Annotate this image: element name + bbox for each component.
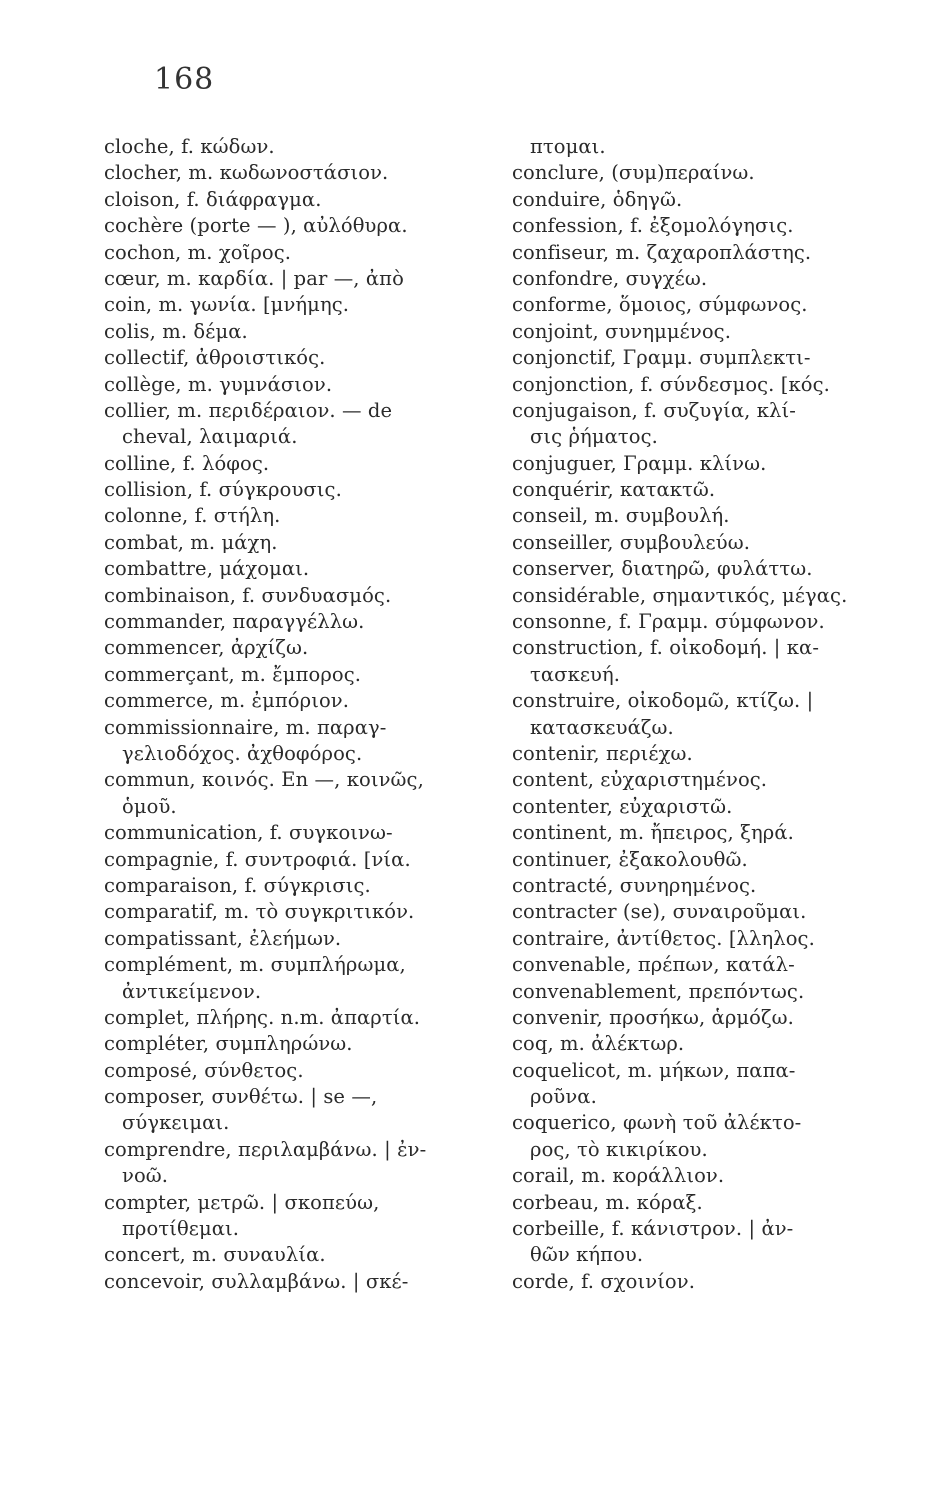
dictionary-entry-line: commerçant, m. ἔμπορος. bbox=[104, 662, 362, 686]
dictionary-entry-line: contraire, ἀντίθετος. [λληλος. bbox=[512, 926, 815, 950]
dictionary-entry-line: corbeille, f. κάνιστρον. | ἀν- bbox=[512, 1217, 794, 1241]
dictionary-entry-line: clocher, m. κωδωνοστάσιον. bbox=[104, 161, 389, 185]
dictionary-entry-line: conseiller, συμβουλεύω. bbox=[512, 530, 751, 554]
entry-continuation-line: ἀντικείμενον. bbox=[122, 979, 262, 1003]
entry-continuation-line: γελιοδόχος. ἀχθοφόρος. bbox=[122, 741, 363, 765]
dictionary-entry-line: conjoint, συνημμένος. bbox=[512, 319, 731, 343]
dictionary-entry-line: collectif, ἀθροιστικός. bbox=[104, 346, 326, 370]
dictionary-entry-line: conjugaison, f. συζυγία, κλί- bbox=[512, 398, 796, 422]
dictionary-entry-line: continent, m. ἤπειρος, ξηρά. bbox=[512, 821, 794, 845]
dictionary-entry-line: commun, κοινός. En —, κοινῶς, bbox=[104, 768, 424, 792]
dictionary-entry-line: commander, παραγγέλλω. bbox=[104, 610, 365, 634]
dictionary-entry-line: contenir, περιέχω. bbox=[512, 741, 693, 765]
entry-continuation-line: πτομαι. bbox=[530, 135, 606, 158]
dictionary-entry-line: cloison, f. διάφραγμα. bbox=[104, 187, 322, 211]
dictionary-entry-line: corbeau, m. κόραξ. bbox=[512, 1190, 703, 1214]
dictionary-entry-line: combattre, μάχομαι. bbox=[104, 557, 310, 581]
dictionary-entry-line: conquérir, κατακτῶ. bbox=[512, 478, 716, 502]
page-number: 168 bbox=[154, 62, 215, 97]
dictionary-entry-line: commencer, ἀρχίζω. bbox=[104, 636, 309, 660]
dictionary-entry-line: cœur, m. καρδία. | par —, ἀπὸ bbox=[104, 266, 404, 290]
dictionary-entry-line: considérable, σημαντικός, μέγας. bbox=[512, 583, 848, 607]
dictionary-entry-line: combat, m. μάχη. bbox=[104, 530, 278, 554]
dictionary-entry-line: corde, f. σχοινίον. bbox=[512, 1269, 696, 1293]
dictionary-entry-line: complément, m. συμπλήρωμα, bbox=[104, 953, 406, 977]
dictionary-entry-line: convenablement, πρεπόντως. bbox=[512, 979, 805, 1003]
entry-continuation-line: ροῦνα. bbox=[530, 1085, 597, 1109]
entry-continuation-line: ρος, τὸ κικιρίκου. bbox=[530, 1137, 708, 1161]
dictionary-entry-line: commissionnaire, m. παραγ- bbox=[104, 715, 387, 739]
dictionary-entry-line: compatissant, ἐλεήμων. bbox=[104, 926, 342, 950]
dictionary-entry-line: colline, f. λόφος. bbox=[104, 451, 270, 475]
dictionary-entry-line: confession, f. ἐξομολόγησις. bbox=[512, 214, 794, 238]
dictionary-entry-line: confondre, συγχέω. bbox=[512, 266, 708, 290]
dictionary-entry-line: content, εὐχαριστημένος. bbox=[512, 768, 768, 792]
dictionary-entry-line: coq, m. ἀλέκτωρ. bbox=[512, 1032, 685, 1056]
dictionary-entry-line: compagnie, f. συντροφιά. [νία. bbox=[104, 847, 411, 871]
dictionary-entry-line: conserver, διατηρῶ, φυλάττω. bbox=[512, 557, 813, 581]
dictionary-entry-line: conforme, ὅμοιος, σύμφωνος. bbox=[512, 293, 808, 317]
dictionary-entry-line: collision, f. σύγκρουσις. bbox=[104, 478, 342, 502]
dictionary-entry-line: conduire, ὁδηγῶ. bbox=[512, 187, 683, 211]
dictionary-entry-line: conjonctif, Γραμμ. συμπλεκτι- bbox=[512, 346, 811, 370]
entry-continuation-line: τασκευή. bbox=[530, 662, 621, 686]
entry-continuation-line: σις ῥήματος. bbox=[530, 425, 658, 449]
dictionary-entry-line: coquelicot, m. μήκων, παπα- bbox=[512, 1058, 796, 1082]
dictionary-entry-line: construire, οἰκοδομῶ, κτίζω. | bbox=[512, 689, 814, 713]
dictionary-entry-line: confiseur, m. ζαχαροπλάστης. bbox=[512, 240, 812, 264]
entry-continuation-line: κατασκευάζω. bbox=[530, 715, 674, 739]
dictionary-entry-line: cochon, m. χοῖρος. bbox=[104, 240, 292, 264]
entry-continuation-line: ὁμοῦ. bbox=[122, 794, 177, 818]
dictionary-entry-line: comparatif, m. τὸ συγκριτικόν. bbox=[104, 900, 415, 924]
dictionary-entry-line: coquerico, φωνὴ τοῦ ἀλέκτο- bbox=[512, 1111, 802, 1135]
dictionary-entry-line: cloche, f. κώδων. bbox=[104, 135, 275, 158]
entry-continuation-line: νοῶ. bbox=[122, 1164, 169, 1188]
dictionary-entry-line: contenter, εὐχαριστῶ. bbox=[512, 794, 733, 818]
dictionary-entry-line: collier, m. περιδέραιον. — de bbox=[104, 398, 393, 422]
entry-continuation-line: σύγκειμαι. bbox=[122, 1111, 230, 1135]
dictionary-entry-line: composé, σύνθετος. bbox=[104, 1058, 304, 1082]
right-column bbox=[512, 134, 904, 1295]
dictionary-entry-line: convenable, πρέπων, κατάλ- bbox=[512, 953, 795, 977]
dictionary-entry-line: comparaison, f. σύγκρισις. bbox=[104, 873, 371, 897]
dictionary-entry-line: contracter (se), συναιροῦμαι. bbox=[512, 900, 807, 924]
dictionary-entry-line: compléter, συμπληρώνω. bbox=[104, 1032, 353, 1056]
dictionary-entry-line: combinaison, f. συνδυασμός. bbox=[104, 583, 392, 607]
dictionary-entry-line: collège, m. γυμνάσιον. bbox=[104, 372, 333, 396]
dictionary-entry-line: concevoir, συλλαμβάνω. | σκέ- bbox=[104, 1269, 409, 1293]
dictionary-entry-line: composer, συνθέτω. | se —, bbox=[104, 1085, 378, 1109]
dictionary-entry-line: conseil, m. συμβουλή. bbox=[512, 504, 730, 528]
left-column bbox=[104, 134, 490, 1295]
dictionary-entry-line: cochère (porte — ), αὐλόθυρα. bbox=[104, 214, 408, 238]
dictionary-entry-line: consonne, f. Γραμμ. σύμφωνον. bbox=[512, 610, 825, 634]
dictionary-entry-line: convenir, προσήκω, ἁρμόζω. bbox=[512, 1005, 794, 1029]
dictionary-entry-line: contracté, συνηρημένος. bbox=[512, 873, 757, 897]
dictionary-entry-line: construction, f. οἰκοδομή. | κα- bbox=[512, 636, 820, 660]
dictionary-entry-line: continuer, ἐξακολουθῶ. bbox=[512, 847, 748, 871]
dictionary-entry-line: conjonction, f. σύνδεσμος. [κός. bbox=[512, 372, 830, 396]
dictionary-entry-line: commerce, m. ἐμπόριον. bbox=[104, 689, 350, 713]
dictionary-entry-line: corail, m. κοράλλιον. bbox=[512, 1164, 725, 1188]
dictionary-entry-line: colis, m. δέμα. bbox=[104, 319, 248, 343]
entry-continuation-line: θῶν κήπου. bbox=[530, 1243, 644, 1267]
dictionary-entry-line: coin, m. γωνία. [μνήμης. bbox=[104, 293, 350, 317]
dictionary-entry-line: comprendre, περιλαμβάνω. | ἐν- bbox=[104, 1137, 427, 1161]
dictionary-entry-line: compter, μετρῶ. | σκοπεύω, bbox=[104, 1190, 380, 1214]
entry-continuation-line: cheval, λαιμαριά. bbox=[122, 425, 298, 449]
entry-continuation-line: προτίθεμαι. bbox=[122, 1217, 240, 1241]
dictionary-entry-line: conclure, (συμ)περαίνω. bbox=[512, 161, 755, 185]
dictionary-entry-line: concert, m. συναυλία. bbox=[104, 1243, 326, 1267]
dictionary-entry-line: conjuguer, Γραμμ. κλίνω. bbox=[512, 451, 767, 475]
dictionary-entry-line: complet, πλήρης. n.m. ἀπαρτία. bbox=[104, 1005, 421, 1029]
dictionary-entry-line: colonne, f. στήλη. bbox=[104, 504, 281, 528]
dictionary-entry-line: communication, f. συγκοινω- bbox=[104, 821, 393, 845]
